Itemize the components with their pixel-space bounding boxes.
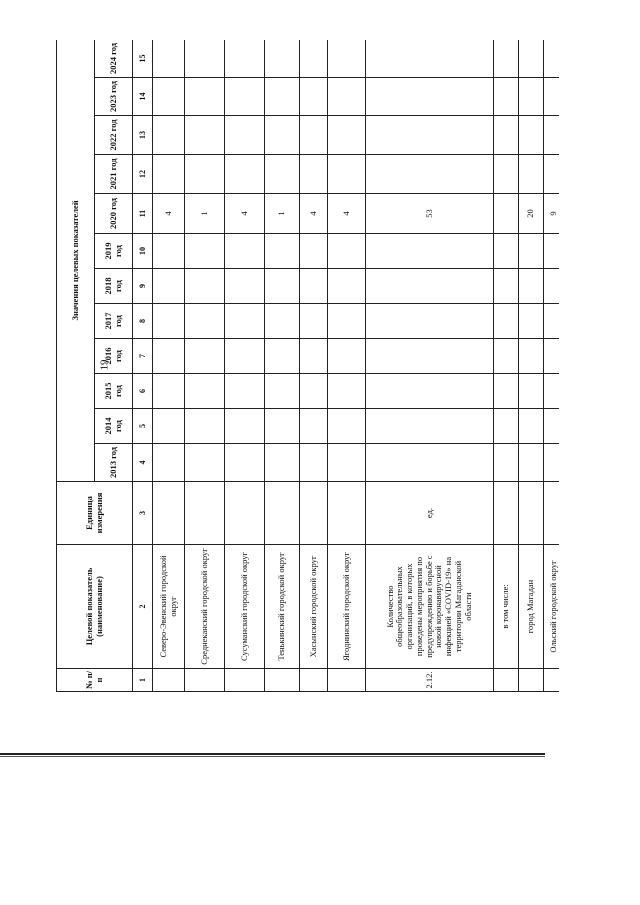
row-value: 4	[328, 194, 366, 234]
row-value	[494, 194, 519, 234]
row-value	[366, 444, 494, 482]
table-row	[544, 40, 560, 692]
row-value	[225, 40, 265, 78]
header-year: 2020 год	[95, 194, 133, 234]
row-value	[265, 40, 300, 78]
column-number: 9	[133, 269, 153, 304]
row-value	[544, 409, 560, 444]
row-value	[185, 339, 225, 374]
row-value: 9	[544, 194, 560, 234]
page-bottom-rule-thin	[0, 756, 545, 757]
column-number: 2	[133, 545, 153, 669]
header-num: № п/п	[57, 669, 133, 692]
row-name: Сусуманский городской округ	[225, 545, 265, 669]
row-value	[494, 409, 519, 444]
row-num	[328, 669, 366, 692]
column-number: 11	[133, 194, 153, 234]
row-value	[328, 234, 366, 269]
row-value	[494, 78, 519, 116]
row-value	[265, 78, 300, 116]
row-value	[366, 304, 494, 339]
header-unit: Единица измерения	[57, 482, 133, 545]
row-value	[328, 304, 366, 339]
row-num	[544, 669, 560, 692]
row-value	[366, 78, 494, 116]
row-value: 1	[265, 194, 300, 234]
row-value	[153, 269, 185, 304]
row-value	[544, 116, 560, 155]
page-number: 19	[98, 359, 111, 371]
row-num	[153, 669, 185, 692]
row-value	[328, 78, 366, 116]
row-value	[300, 269, 328, 304]
row-value	[300, 40, 328, 78]
row-value	[494, 304, 519, 339]
row-value	[366, 269, 494, 304]
row-value	[328, 269, 366, 304]
row-unit: ед.	[366, 482, 494, 545]
row-value	[494, 339, 519, 374]
row-unit	[300, 482, 328, 545]
row-value	[225, 339, 265, 374]
table-row	[300, 40, 328, 692]
row-unit	[265, 482, 300, 545]
row-value	[366, 155, 494, 194]
row-value	[366, 40, 494, 78]
header-year: 2014 год	[95, 409, 133, 444]
row-value	[494, 116, 519, 155]
row-value	[225, 269, 265, 304]
indicator-table	[56, 40, 559, 692]
header-year: 2019 год	[95, 234, 133, 269]
table-row	[366, 40, 494, 692]
row-num	[494, 669, 519, 692]
row-value	[185, 444, 225, 482]
row-value	[328, 339, 366, 374]
row-value	[328, 374, 366, 409]
header-values-group: Значения целевых показателей	[57, 40, 95, 482]
row-value	[300, 304, 328, 339]
row-value	[300, 339, 328, 374]
row-value	[519, 444, 544, 482]
row-num	[185, 669, 225, 692]
row-value	[185, 116, 225, 155]
row-value	[225, 116, 265, 155]
header-year: 2018 год	[95, 269, 133, 304]
column-number: 8	[133, 304, 153, 339]
header-year: 2022 год	[95, 116, 133, 155]
row-value	[153, 234, 185, 269]
row-value: 4	[153, 194, 185, 234]
row-value	[153, 339, 185, 374]
row-value	[265, 155, 300, 194]
row-value	[185, 374, 225, 409]
row-value	[519, 339, 544, 374]
row-value	[153, 444, 185, 482]
column-number: 10	[133, 234, 153, 269]
row-value: 20	[519, 194, 544, 234]
row-unit	[519, 482, 544, 545]
row-value	[519, 304, 544, 339]
row-value	[328, 444, 366, 482]
row-value	[185, 234, 225, 269]
header-year: 2016 год	[95, 339, 133, 374]
row-value	[328, 409, 366, 444]
row-value	[153, 116, 185, 155]
row-value: 4	[225, 194, 265, 234]
row-unit	[185, 482, 225, 545]
row-value	[265, 304, 300, 339]
column-number: 6	[133, 374, 153, 409]
row-value	[185, 409, 225, 444]
column-number: 5	[133, 409, 153, 444]
header-year: 2015 год	[95, 374, 133, 409]
row-value: 1	[185, 194, 225, 234]
row-value	[544, 269, 560, 304]
row-name: Среднеканский городской округ	[185, 545, 225, 669]
row-value	[544, 40, 560, 78]
row-num	[265, 669, 300, 692]
table-row	[265, 40, 300, 692]
row-value	[265, 444, 300, 482]
row-value	[225, 234, 265, 269]
row-value	[544, 78, 560, 116]
table-row	[153, 40, 185, 692]
row-value	[153, 40, 185, 78]
row-value	[519, 374, 544, 409]
row-name: город Магадан	[519, 545, 544, 669]
row-value	[300, 155, 328, 194]
row-value	[494, 40, 519, 78]
row-value	[225, 304, 265, 339]
row-value	[300, 78, 328, 116]
indicator-table-frame	[56, 40, 559, 692]
row-value	[366, 374, 494, 409]
row-value	[544, 444, 560, 482]
column-number: 4	[133, 444, 153, 482]
row-num	[300, 669, 328, 692]
row-value: 4	[300, 194, 328, 234]
row-value	[185, 40, 225, 78]
row-value	[185, 269, 225, 304]
row-value	[366, 116, 494, 155]
row-value	[265, 339, 300, 374]
row-unit	[494, 482, 519, 545]
header-year: 2013 год	[95, 444, 133, 482]
row-num: 2.12.	[366, 669, 494, 692]
row-value	[519, 269, 544, 304]
row-value	[300, 116, 328, 155]
row-value	[366, 339, 494, 374]
header-year: 2024 год	[95, 40, 133, 78]
table-row	[328, 40, 366, 692]
row-value	[519, 234, 544, 269]
column-number: 7	[133, 339, 153, 374]
table-row	[494, 40, 519, 692]
row-value	[544, 339, 560, 374]
column-number: 3	[133, 482, 153, 545]
row-value	[225, 78, 265, 116]
row-value	[544, 304, 560, 339]
row-value	[153, 409, 185, 444]
row-unit	[225, 482, 265, 545]
row-value	[519, 78, 544, 116]
row-value	[494, 444, 519, 482]
row-name: Ольский городской округ	[544, 545, 560, 669]
row-unit	[544, 482, 560, 545]
row-value	[265, 409, 300, 444]
row-value	[519, 155, 544, 194]
row-value	[544, 374, 560, 409]
row-value	[265, 234, 300, 269]
row-value	[153, 374, 185, 409]
row-value	[519, 40, 544, 78]
row-value	[494, 234, 519, 269]
table-row	[185, 40, 225, 692]
row-value	[300, 234, 328, 269]
row-name: Ягоднинский городской округ	[328, 545, 366, 669]
table-row	[519, 40, 544, 692]
column-number: 14	[133, 78, 153, 116]
header-indicator: Целевой показатель (наименование)	[57, 545, 133, 669]
row-value	[265, 269, 300, 304]
row-unit	[328, 482, 366, 545]
header-year: 2021 год	[95, 155, 133, 194]
row-value	[185, 155, 225, 194]
row-name: Северо-Эвенский городской округ	[153, 545, 185, 669]
row-name: Количество общеобразовательных организаций, в которых проведены мероприятия по предупреждению и борьбе с новой коронавирусной инфекцией «COVID-19» на территории Магаданской области	[366, 545, 494, 669]
row-value	[519, 116, 544, 155]
row-value	[494, 155, 519, 194]
row-value	[185, 78, 225, 116]
row-value	[328, 155, 366, 194]
row-value	[300, 444, 328, 482]
column-number: 12	[133, 155, 153, 194]
row-value	[544, 234, 560, 269]
row-name: Тенькинский городской округ	[265, 545, 300, 669]
row-value	[366, 234, 494, 269]
column-number: 15	[133, 40, 153, 78]
column-number: 13	[133, 116, 153, 155]
row-value	[328, 116, 366, 155]
row-value	[153, 304, 185, 339]
row-value	[225, 444, 265, 482]
row-value	[185, 304, 225, 339]
header-year: 2017 год	[95, 304, 133, 339]
row-value	[265, 374, 300, 409]
row-value	[153, 78, 185, 116]
row-value	[519, 409, 544, 444]
row-num	[225, 669, 265, 692]
rotated-table-container	[56, 40, 559, 692]
row-value	[225, 155, 265, 194]
table-row	[225, 40, 265, 692]
row-value	[366, 409, 494, 444]
row-value	[153, 155, 185, 194]
row-value	[300, 409, 328, 444]
row-value	[265, 116, 300, 155]
row-name: в том числе:	[494, 545, 519, 669]
row-value: 53	[366, 194, 494, 234]
row-value	[494, 269, 519, 304]
row-value	[544, 155, 560, 194]
page-bottom-rule	[0, 753, 545, 755]
row-value	[225, 374, 265, 409]
row-num	[519, 669, 544, 692]
row-value	[300, 374, 328, 409]
row-unit	[153, 482, 185, 545]
row-value	[494, 374, 519, 409]
row-name: Хасынский городской округ	[300, 545, 328, 669]
row-value	[225, 409, 265, 444]
row-value	[328, 40, 366, 78]
header-year: 2023 год	[95, 78, 133, 116]
column-number: 1	[133, 669, 153, 692]
